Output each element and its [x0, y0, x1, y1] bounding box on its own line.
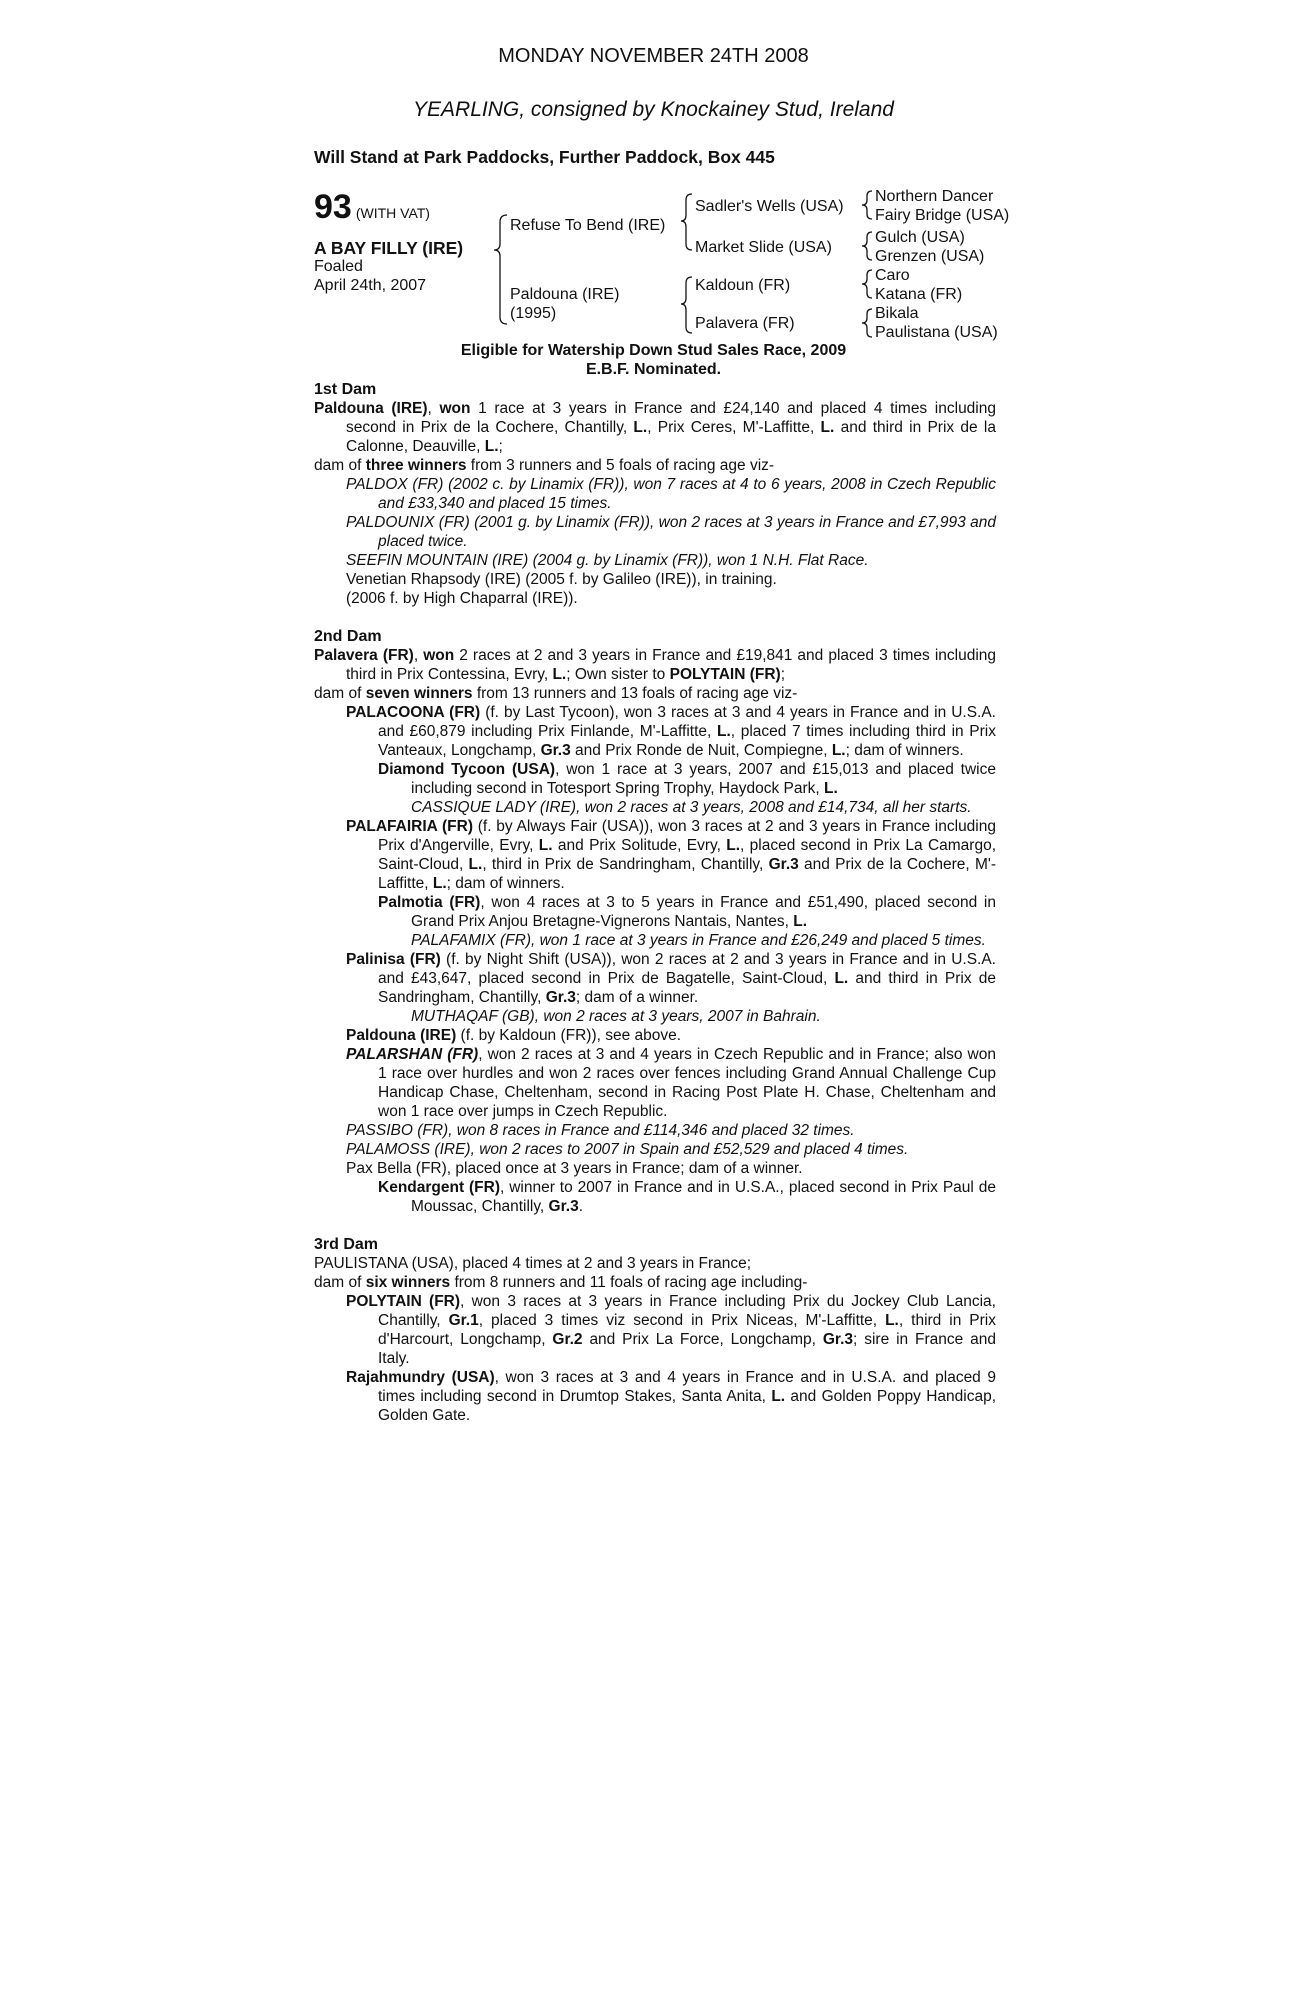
foaled-date: April 24th, 2007	[314, 277, 427, 294]
pedigree-sire-dam: Market Slide (USA)	[695, 239, 832, 256]
first-dam-foal-4: Venetian Rhapsody (IRE) (2005 f. by Galileo (IRE)), in training.	[346, 571, 777, 588]
grandproduce-palmotia: Palmotia (FR), won 4 races at 3 to 5 years in France and £51,490, placed second in Grand Prix Anjou Bretagne-Vignerons Nantais, Nantes, L.	[378, 894, 996, 930]
catalogue-body	[314, 380, 996, 1425]
first-dam-foal-1: PALDOX (FR) (2002 c. by Linamix (FR)), won 7 races at 4 to 6 years, 2008 in Czech Republic and £33,340 and placed 15 times.	[346, 476, 996, 512]
third-dam-record: PAULISTANA (USA), placed 4 times at 2 and 3 years in France;	[314, 1255, 752, 1272]
third-dam-foal-rajahmundry: Rajahmundry (USA), won 3 races at 3 and 4 years in France and in U.S.A. and placed 9 times including second in Drumtop Stakes, Santa Anita, L. and Golden Poppy Handicap, Golden Gate.	[346, 1369, 996, 1424]
pedigree-dam: Paldouna (IRE)	[510, 286, 620, 303]
third-dam-foal-polytain: POLYTAIN (FR), won 3 races at 3 years in France including Prix du Jockey Club Lancia, Chantilly, Gr.1, placed 3 times viz second in Prix Niceas, M'-Laffitte, L., third in Prix d'Harcourt, Longchamp, Gr.2 and Prix La Force, Longchamp, Gr.3; sire in France and Italy.	[346, 1293, 996, 1367]
pedigree-ggs-2: Gulch (USA)	[875, 229, 965, 246]
grandproduce-palafamix: PALAFAMIX (FR), won 1 race at 3 years in France and £26,249 and placed 5 times.	[411, 932, 986, 949]
first-dam-heading: 1st Dam	[314, 381, 377, 398]
consignment-line: YEARLING, consigned by Knockainey Stud, Ireland	[413, 98, 894, 121]
second-dam-foal-passibo: PASSIBO (FR), won 8 races in France and £114,346 and placed 32 times.	[346, 1122, 855, 1139]
third-dam-heading: 3rd Dam	[314, 1236, 379, 1253]
pedigree-ggd-3: Katana (FR)	[875, 286, 963, 303]
pedigree-sire-sire: Sadler's Wells (USA)	[695, 198, 844, 215]
pedigree-dam-sire: Kaldoun (FR)	[695, 277, 791, 294]
second-dam-foal-palamoss: PALAMOSS (IRE), won 2 races to 2007 in Spain and £52,529 and placed 4 times.	[346, 1141, 909, 1158]
grandproduce-cassique-lady: CASSIQUE LADY (IRE), won 2 races at 3 years, 2008 and £14,734, all her starts.	[411, 799, 972, 816]
pedigree-ggs-3: Caro	[875, 267, 910, 284]
pedigree-dam-year: (1995)	[510, 305, 557, 322]
first-dam-record: Paldouna (IRE), won 1 race at 3 years in France and £24,140 and placed 4 times including second in Prix de la Cochere, Chantilly, L., Prix Ceres, M'-Laffitte, L. and third in Prix de la Calonne, Deauville, L.;	[314, 400, 997, 455]
grandproduce-diamond-tycoon: Diamond Tycoon (USA), won 1 race at 3 years, 2007 and £15,013 and placed twice including second in Totesport Spring Trophy, Haydock Park, L.	[378, 761, 996, 797]
first-dam-foal-2: PALDOUNIX (FR) (2001 g. by Linamix (FR)), won 2 races at 3 years in France and £7,993 and placed twice.	[346, 514, 996, 550]
vat-note: (WITH VAT)	[355, 205, 430, 221]
pedigree-ggs-1: Northern Dancer	[875, 188, 994, 205]
pedigree-ggd-4: Paulistana (USA)	[875, 324, 998, 341]
second-dam-foal-palarshan: PALARSHAN (FR), won 2 races at 3 and 4 years in Czech Republic and in France; also won 1 race over hurdles and won 2 races over fences including Grand Annual Challenge Cup Handicap Chase, Cheltenham, second in Racing Post Plate H. Chase, Cheltenham and won 1 race over jumps in Czech Republic.	[346, 1046, 996, 1120]
main-bracket	[494, 215, 507, 324]
eligibility-line: Eligible for Watership Down Stud Sales Race, 2009	[460, 342, 847, 359]
lot-name: A BAY FILLY (IRE)	[314, 238, 464, 258]
pedigree-ggd-2: Grenzen (USA)	[875, 248, 985, 265]
sale-date: MONDAY NOVEMBER 24TH 2008	[498, 45, 809, 67]
second-dam-foal-pax-bella: Pax Bella (FR), placed once at 3 years in France; dam of a winner.	[346, 1160, 803, 1177]
first-dam-foal-3: SEEFIN MOUNTAIN (IRE) (2004 g. by Linamix (FR)), won 1 N.H. Flat Race.	[346, 552, 869, 569]
second-dam-produce-summary: dam of seven winners from 13 runners and 13 foals of racing age viz-	[314, 685, 798, 702]
first-dam-foal-5: (2006 f. by High Chaparral (IRE)).	[346, 590, 578, 607]
second-dam-heading: 2nd Dam	[314, 628, 382, 645]
dam-bracket	[681, 277, 692, 333]
ebf-line: E.B.F. Nominated.	[585, 361, 722, 378]
stand-location: Will Stand at Park Paddocks, Further Paddock, Box 445	[314, 147, 775, 167]
pedigree-ggs-4: Bikala	[875, 305, 919, 322]
foaled-label: Foaled	[314, 258, 363, 275]
second-dam-foal-paldouna: Paldouna (IRE) (f. by Kaldoun (FR)), see above.	[346, 1027, 682, 1044]
sire-bracket	[681, 194, 692, 250]
lot-number: 93	[314, 188, 352, 226]
grandproduce-kendargent: Kendargent (FR), winner to 2007 in France and in U.S.A., placed second in Prix Paul de Moussac, Chantilly, Gr.3.	[378, 1179, 996, 1215]
first-dam-produce-summary: dam of three winners from 3 runners and 5 foals of racing age viz-	[314, 457, 775, 474]
second-dam-foal-palafairia: PALAFAIRIA (FR) (f. by Always Fair (USA)), won 3 races at 2 and 3 years in France including Prix d'Angerville, Evry, L. and Prix Solitude, Evry, L., placed second in Prix La Camargo, Saint-Cloud, L., third in Prix de Sandringham, Chantilly, Gr.3 and Prix de la Cochere, M'-Laffitte, L.; dam of winners.	[346, 818, 997, 892]
second-dam-foal-palinisa: Palinisa (FR) (f. by Night Shift (USA)), won 2 races at 2 and 3 years in France and in U.S.A. and £43,647, placed second in Prix de Bagatelle, Saint-Cloud, L. and third in Prix de Sandringham, Chantilly, Gr.3; dam of a winner.	[346, 951, 996, 1006]
pedigree-brackets	[0, 0, 1307, 360]
pedigree-dam-dam: Palavera (FR)	[695, 315, 795, 332]
second-dam-record: Palavera (FR), won 2 races at 2 and 3 years in France and £19,841 and placed 3 times including third in Prix Contessina, Evry, L.; Own sister to POLYTAIN (FR);	[314, 647, 996, 683]
pedigree-sire: Refuse To Bend (IRE)	[510, 217, 666, 234]
second-dam-foal-palacoona: PALACOONA (FR) (f. by Last Tycoon), won 3 races at 3 and 4 years in France and in U.S.A. and £60,879 including Prix Finlande, M'-Laffitte, L., placed 7 times including third in Prix Vanteaux, Longchamp, Gr.3 and Prix Ronde de Nuit, Compiegne, L.; dam of winners.	[346, 704, 996, 759]
pedigree-ggd-1: Fairy Bridge (USA)	[875, 207, 1010, 224]
third-dam-produce-summary: dam of six winners from 8 runners and 11 foals of racing age including-	[314, 1274, 808, 1291]
grandproduce-muthaqaf: MUTHAQAF (GB), won 2 races at 3 years, 2007 in Bahrain.	[411, 1008, 821, 1025]
